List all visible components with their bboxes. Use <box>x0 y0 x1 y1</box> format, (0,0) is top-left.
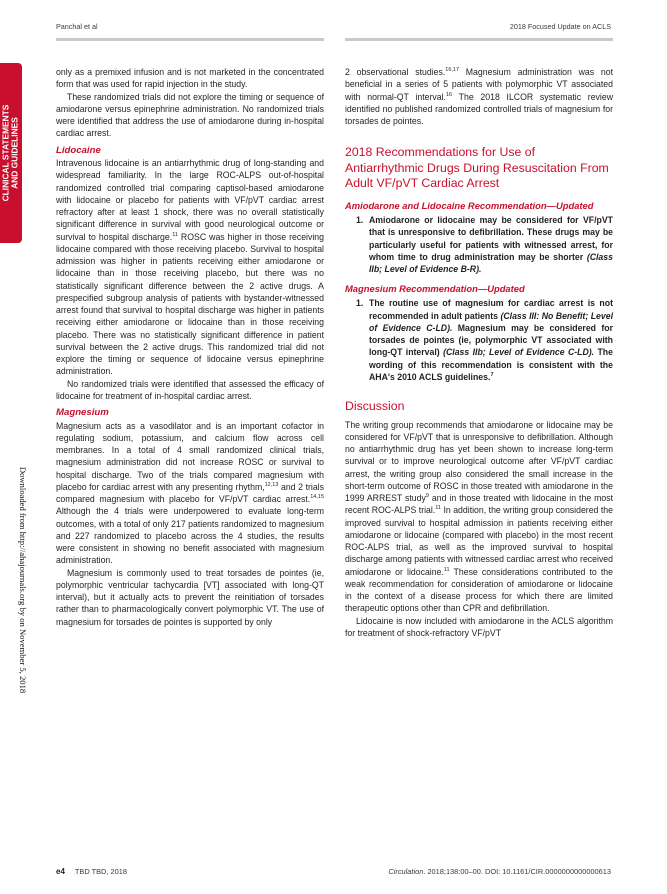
paragraph: These randomized trials did not explore the timing or sequence of amiodarone versus epinephrine administration. No randomized trials were identified that address the use of amiodarone during in-hospital cardiac arrest. <box>56 91 324 139</box>
section-title-recommendations: 2018 Recommendations for Use of Antiarrhythmic Drugs During Resuscitation From Adult VF/pVT Cardiac Arrest <box>345 145 609 191</box>
citation: 12,13 <box>264 481 279 488</box>
text: ROSC was higher in those receiving lidocaine compared with those receiving placebo. Survival to hospital admission was higher in patients receiving either amiodarone or lidocaine than in those receiving placebo, but there was no statistically significant difference between the 2 active drugs. A prespecified subgroup analysis of patients with bystander-witnessed arrest found that survival to hospital discharge was higher in patients receiving either amiodarone or lidocaine than in those receiving placebo. There was no statistically significant difference in patient survival between the 2 active drugs. This randomized trial did not explore the timing or sequence of lidocaine versus epinephrine administration. <box>56 231 324 377</box>
text: Amiodarone or lidocaine may be considered for VF/pVT that is unresponsive to defibrillation. These drugs may be particularly useful for patients with witnessed arrest, for whom time to drug administration may be shorter <box>369 215 613 262</box>
paragraph <box>345 419 613 615</box>
class-of-recommendation: (Class IIb; Level of Evidence C-LD). <box>443 347 595 358</box>
paragraph: Magnesium is commonly used to treat torsades de pointes (ie, polymorphic ventricular tachycardia [VT] associated with long-QT interval), but it actually acts to prevent the reinitiation of torsades rather than to pharmacologically convert polymorphic VT. The use of magnesium for torsades de pointes is supported by only <box>56 567 324 627</box>
citation: 11 <box>172 231 178 238</box>
text: Magnesium administration was not beneficial in a series of 5 patients with polymorphic VT associated with normal-QT interval. <box>345 67 613 102</box>
top-rule-right <box>345 38 613 41</box>
text: Intravenous lidocaine is an antiarrhythmic drug of long-standing and widespread familiarity. In the large ROC-ALPS out-of-hospital randomized controlled trial comparing captisol-based amiodarone with lidocaine or placebo for patients with VF/pVT cardiac arrest refractory after at least 1 shock, there was no overall statistically significant difference in survival with good neurological outcome or survival to hospital discharge. <box>56 158 324 242</box>
text: Although the 4 trials were underpowered to evaluate long-term outcomes, with a total of only 217 patients randomized to magnesium and 227 randomized to placebo across the 4 studies, the results were consistent in showing no benefit associated with magnesium administration. <box>56 506 324 566</box>
download-watermark: Downloaded from http://ahajournals.org by on November 5, 2018 <box>18 466 28 694</box>
citation: 9 <box>425 493 429 500</box>
section-title-discussion: Discussion <box>345 399 405 414</box>
right-column <box>345 66 613 639</box>
recommendation-number: 1. <box>356 215 364 226</box>
clinical-statements-label <box>2 105 21 202</box>
running-header-title: 2018 Focused Update on ACLS <box>509 22 611 31</box>
citation: 16,17 <box>445 67 460 74</box>
text: 2 observational studies. <box>345 67 446 77</box>
recommendation-text <box>369 214 613 275</box>
text: The 2018 ILCOR systematic review identified no published randomized controlled trials of magnesium for torsades de pointes. <box>345 91 613 126</box>
citation: 7 <box>490 371 494 378</box>
running-header-authors: Panchal et al <box>56 22 98 31</box>
text: Magnesium may be considered for torsades de pointes (ie, polymorphic VT associated with long-QT interval) <box>369 322 613 358</box>
text: The writing group recommends that amiodarone or lidocaine may be considered for VF/pVT that is unresponsive to defibrillation. Although no antiarrhythmic drug has yet been shown to increase long-term survival or to improve neurological outcome after VF/pVT cardiac arrest, the writing group also considered the small increase in the short-term outcome of ROSC in those treated with amiodarone in the 1999 ARREST study <box>345 419 613 504</box>
journal-name: Circulation <box>388 867 424 876</box>
doi: . 2018;138:00–00. DOI: 10.1161/CIR.0000000000000613 <box>423 867 611 876</box>
recommendation-heading-amiodarone: Amiodarone and Lidocaine Recommendation—Updated <box>345 200 594 212</box>
paragraph: No randomized trials were identified that assessed the efficacy of lidocaine for treatment of in-hospital cardiac arrest. <box>56 378 324 401</box>
subheading-magnesium: Magnesium <box>56 407 109 418</box>
left-column <box>56 66 324 628</box>
side-tab-line1: CLINICAL STATEMENTS <box>0 104 11 202</box>
footer-citation <box>388 867 611 876</box>
text: These considerations contributed to the weak recommendation for consideration of amiodarone or lidocaine in the context of a disease process for which there are limited therapeutic options other than CPR and defibrillation. <box>345 566 614 614</box>
paragraph <box>345 66 613 127</box>
recommendation-item <box>351 297 613 383</box>
text: In addition, the writing group considered the improved survival to hospital admission in patients receiving either amiodarone or lidocaine (compared with placebo) in the most recent ROC-ALPS trial, as well as the improved survival to hospital discharge among patients with witnessed cardiac arrest who received amiodarone or lidocaine. <box>345 505 613 577</box>
recommendation-number: 1. <box>356 298 364 309</box>
text: The wording of this recommendation is consistent with the AHA's 2010 ACLS guidelines. <box>369 347 613 382</box>
subheading-lidocaine: Lidocaine <box>56 144 101 156</box>
text: Magnesium acts as a vasodilator and is an important cofactor in regulating sodium, potassium, and calcium flow across cell membranes. In a total of 4 small randomized clinical trials, magnesium administration did not increase ROSC or survival to hospital discharge. Two of the trials compared magnesium with placebo for cardiac arrest with any presenting rhythm, <box>56 420 324 492</box>
text: The routine use of magnesium for cardiac arrest is not recommended in adult patients <box>369 298 613 321</box>
class-of-recommendation: (Class III: No Benefit; Level of Evidence C-LD). <box>369 310 613 333</box>
issue-date: TBD TBD, 2018 <box>74 867 127 876</box>
recommendation-item <box>351 214 613 275</box>
citation: 14,15 <box>310 494 324 501</box>
recommendation-text <box>369 297 613 383</box>
text: and 2 trials compared magnesium with placebo for VF/pVT cardiac arrest. <box>56 481 324 504</box>
side-tab-line2: AND GUIDELINES <box>10 117 20 189</box>
recommendation-heading-magnesium: Magnesium Recommendation—Updated <box>345 283 525 295</box>
citation: 16 <box>445 91 453 98</box>
text: and in those treated with lidocaine in the most recent ROC-ALPS trial. <box>345 493 614 516</box>
paragraph: only as a premixed infusion and is not marketed in the concentrated form that was used for rapid injection in the study. <box>56 67 324 90</box>
top-rule-left <box>56 38 324 41</box>
paragraph <box>56 157 324 378</box>
paragraph: Lidocaine is now included with amiodarone in the ACLS algorithm for treatment of shock-refractory VF/pVT <box>345 615 613 638</box>
class-of-recommendation: (Class IIb; Level of Evidence B-R). <box>369 251 613 275</box>
citation: 11 <box>443 566 450 573</box>
paragraph <box>56 420 324 567</box>
footer-left <box>56 867 127 876</box>
citation: 11 <box>435 505 441 512</box>
page-number: e4 <box>56 867 65 876</box>
